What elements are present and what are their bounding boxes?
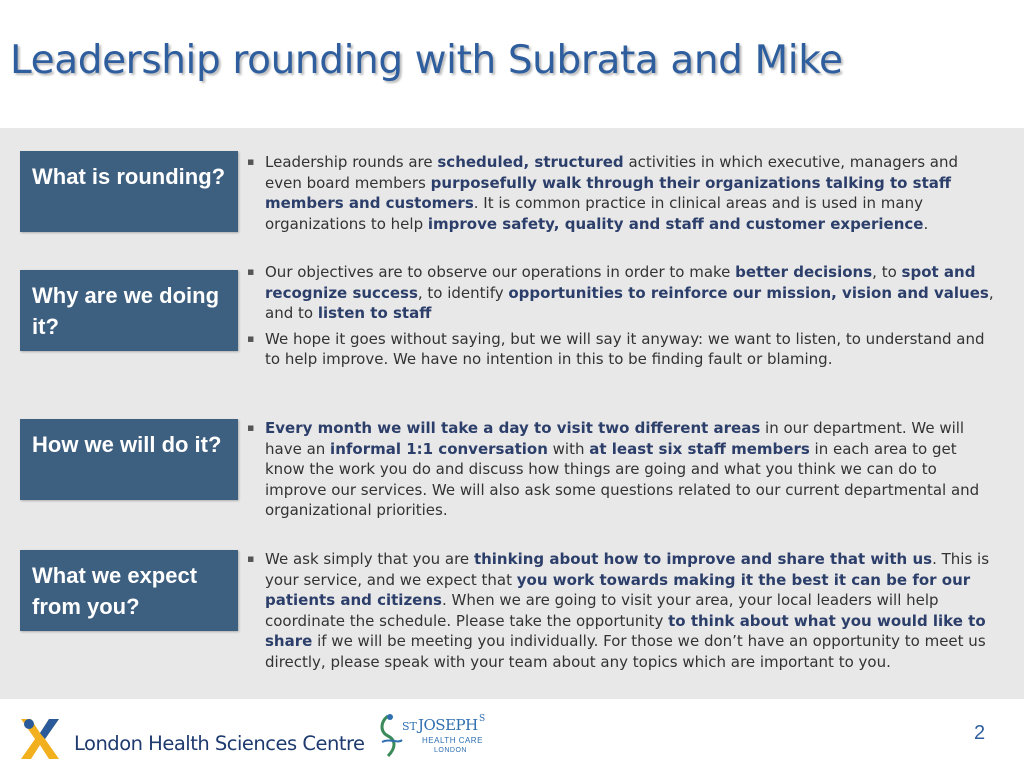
section-label-what-is-rounding: What is rounding?	[20, 151, 238, 232]
bullet-list-what-is-rounding	[245, 152, 995, 239]
bullet-text: , to	[872, 263, 902, 281]
bullet-text-bold: improve safety, quality and staff and customer experience	[427, 214, 924, 233]
bullet-text: . It is common practice in clinical areas and is used in many organizations to help	[265, 194, 923, 233]
bullet-text: Leadership rounds are	[265, 153, 438, 171]
bullet-item	[245, 418, 995, 521]
slide-title: Leadership rounding with Subrata and Mike	[10, 38, 843, 83]
section-label-why-are-we-doing-it: Why are we doing it?	[20, 270, 238, 351]
bullet-text-bold: spot and recognize success	[265, 263, 976, 302]
page-number: 2	[974, 722, 986, 744]
bullet-item	[245, 262, 995, 324]
bullet-text: We ask simply that you are	[265, 550, 474, 568]
bullet-text-bold: better decisions	[735, 263, 873, 281]
st-josephs-logo	[376, 712, 496, 762]
bullet-text-bold: opportunities to reinforce our mission, vision and values	[508, 283, 989, 302]
st-josephs-health-care: HEALTH CARE	[422, 736, 483, 745]
bullet-text-bold: informal 1:1 conversation	[330, 439, 548, 458]
st-josephs-st: ST	[402, 720, 417, 733]
section-label-how-we-will-do-it: How we will do it?	[20, 419, 238, 500]
bullet-text: Our objectives are to observe our operations in order to make	[265, 263, 736, 281]
lhsc-name: London Health Sciences Centre	[74, 732, 365, 755]
bullet-list-how-we-will-do-it	[245, 418, 995, 526]
bullet-text: activities in which executive, managers and even board members	[265, 153, 959, 192]
bullet-text: in our department. We will have an	[265, 419, 965, 458]
bullet-text-bold: Every month we will take a day to visit two different areas	[265, 419, 761, 437]
bullet-text-bold: thinking about how to improve and share that with us	[473, 550, 933, 568]
bullet-text: , and to	[265, 283, 994, 322]
bullet-item	[245, 549, 995, 672]
bullet-text-bold: at least six staff members	[589, 439, 810, 458]
bullet-item	[245, 152, 995, 234]
section-label-what-we-expect: What we expect from you?	[20, 550, 238, 631]
bullet-text-bold: scheduled, structured	[437, 153, 624, 171]
bullet-text: with	[547, 439, 590, 458]
bullet-item	[245, 329, 995, 370]
bullet-text-bold: you work towards making it the best it can be for our patients and citizens	[265, 570, 971, 609]
bullet-text-bold: purposefully walk through their organizations talking to staff members and customers	[265, 173, 952, 212]
st-josephs-name: JOSEPH	[418, 716, 478, 734]
bullet-text: if we will be meeting you individually. For those we don’t have an opportunity to meet us directly, please speak with your team about any topics which are important to you.	[265, 632, 986, 671]
bullet-text: in each area to get know the work you do and discuss how things are going and what you think we can do to improve our services. We will also ask some questions related to our current departmental and organizational priorities.	[265, 439, 980, 519]
bullet-text: . When we are going to visit your area, your local leaders will help coordinate the schedule. Please take the opportunity	[265, 591, 939, 630]
bullet-text: , to identify	[417, 283, 509, 302]
bullet-text-bold: listen to staff	[317, 304, 432, 322]
bullet-text: .	[923, 214, 929, 233]
bullet-text: We hope it goes without saying, but we will say it anyway: we want to listen, to understand and to help improve. We have no intention in this to be finding fault or blaming.	[265, 329, 985, 368]
bullet-text-bold: to think about what you would like to share	[265, 611, 986, 650]
bullet-list-why-are-we-doing-it	[245, 262, 995, 375]
st-josephs-s: S	[479, 714, 486, 724]
lhsc-logo	[18, 715, 365, 765]
st-josephs-city: LONDON	[434, 747, 467, 754]
bullet-list-what-we-expect	[245, 549, 995, 677]
bullet-text: . This is your service, and we expect that	[265, 550, 990, 589]
